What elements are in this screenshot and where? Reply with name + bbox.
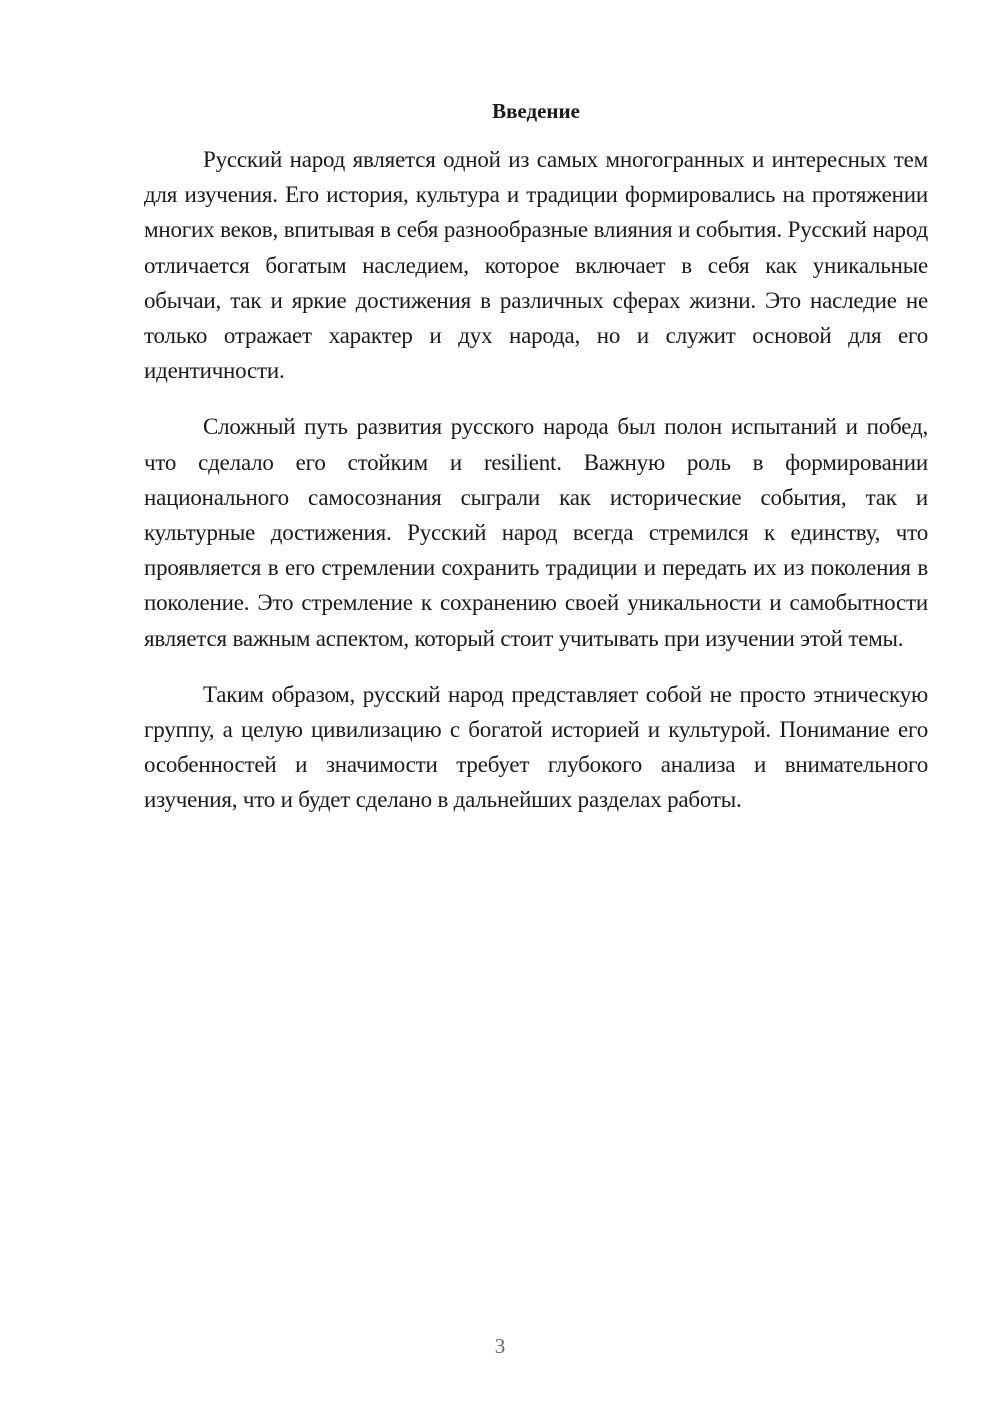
body-text — [144, 142, 928, 839]
paragraph-2: Сложный путь развития русского народа был полон испытаний и побед, что сделало его стойким и resilient. Важную роль в формировании национального самосознания сыграли как исторические события, так и культурные достижения. Русский народ всегда стремился к единству, что проявляется в его стремлении сохранить традиции и передать их из поколения в поколение. Это стремление к сохранению своей уникальности и самобытности является важным аспектом, который стоит учитывать при изучении этой темы. — [144, 414, 928, 651]
section-title: Введение — [492, 99, 580, 123]
paragraph-1: Русский народ является одной из самых многогранных и интересных тем для изучения. Его история, культура и традиции формировались на протяжении многих веков, впитывая в себя разнообразные влияния и события. Русский народ отличается богатым наследием, которое включает в себя как уникальные обычаи, так и яркие достижения в различных сферах жизни. Это наследие не только отражает характер и дух народа, но и служит основой для его идентичности. — [144, 147, 928, 384]
paragraph-3: Таким образом, русский народ представляет собой не просто этническую группу, а целую цивилизацию с богатой историей и культурой. Понимание его особенностей и значимости требует глубокого анализа и внимательного изучения, что и будет сделано в дальнейших разделах работы. — [144, 681, 928, 813]
page-number: 3 — [494, 1334, 506, 1358]
